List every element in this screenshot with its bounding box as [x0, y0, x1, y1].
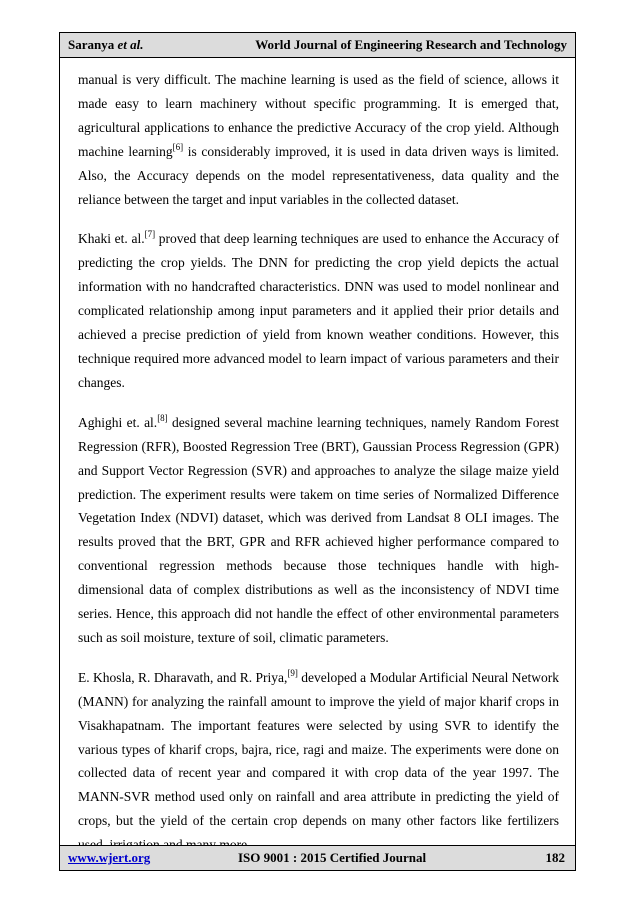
- paragraph-3: [78, 411, 559, 650]
- certification-text: ISO 9001 : 2015 Certified Journal: [238, 850, 427, 865]
- website-link[interactable]: www.wjert.org: [68, 850, 151, 865]
- author-suffix: et al.: [117, 37, 144, 52]
- citation-6: [6]: [172, 141, 184, 152]
- paragraph-2: [78, 227, 559, 394]
- paragraph-4-text-cont: developed a Modular Artificial Neural Network (MANN) for analyzing the rainfall amount to improve the yield of major kharif crops in Visakhapatnam. The important features were selected by using SVR to identify the various types of kharif crops, bajra, rice, ragi and maize. The experiments were done on collected data of recent year and compared it with crop data of the year 1997. The MANN-SVR method used only on rainfall and area attribute in predicting the yield of crops, but the yield of the certain crop depends on many other factors like fertilizers: [78, 669, 559, 829]
- running-footer: [59, 845, 576, 871]
- citation-8: [8]: [157, 412, 168, 423]
- author-name: Saranya: [68, 37, 115, 52]
- paragraph-3-text: Aghighi et. al.: [78, 414, 158, 430]
- citation-7: [7]: [144, 229, 156, 240]
- page-number: 182: [545, 850, 565, 865]
- paragraph-1-text: manual is very difficult. The machine learning is used as the field of science, allows it made easy to learn machinery without specific programming. It is emerged that, agricultural applications to enhance the predictive Accuracy of the crop yield. Although machine learning: [78, 72, 559, 159]
- paragraph-1-text-cont: is considerably improved, it is used in data driven ways is limited. Also, the Accuracy depends on the model representativeness, data quality and the reliance between the target and input variables in the collected dataset.: [78, 143, 559, 207]
- paragraph-2-text: Khaki et. al.: [78, 231, 145, 247]
- header-author: [68, 37, 143, 53]
- paragraph-4-text: E. Khosla, R. Dharavath, and R. Priya,: [78, 669, 288, 685]
- header-journal-title: World Journal of Engineering Research and Technology: [255, 37, 567, 52]
- citation-9: [9]: [287, 667, 298, 678]
- body-text: [78, 68, 559, 873]
- paragraph-2-text-cont: proved that deep learning techniques are used to enhance the Accuracy of predicting the crop yields. The DNN for predicting the crop yield depicts the actual information with no handcrafted characteristics. DNN was used to model nonlinear and complicated relationship among input parameters and it applied their prior details and achieved a precise prediction of yield from known weather conditions. However, this technique required more advanced model to learn impact of various parameters and their changes.: [78, 231, 559, 390]
- paragraph-3-text-cont: designed several machine learning techniques, namely Random Forest Regression (RFR), Boosted Regression Tree (BRT), Gaussian Process Regression (GPR) and Support Vector Regression (SVR) and approaches to analyze the silage maize yield prediction. The experiment results were takem on time series of Normalized Difference Vegetation Index (NDVI) dataset, which was derived from Landsat 8 OLI images. The results proved that the BRT, GPR and RFR achieved higher performance compared to conventional regression methods because those techniques handle with high-dimensional data of complex distributions as well as the inconsistency of NDVI time series. Hence, this approach did not handle the effect of other environmental parameters such as soil moisture, texture of soil, climatic parameters.: [78, 414, 559, 645]
- paragraph-4: [78, 666, 559, 857]
- paragraph-1: [78, 68, 559, 211]
- running-header: [59, 32, 576, 58]
